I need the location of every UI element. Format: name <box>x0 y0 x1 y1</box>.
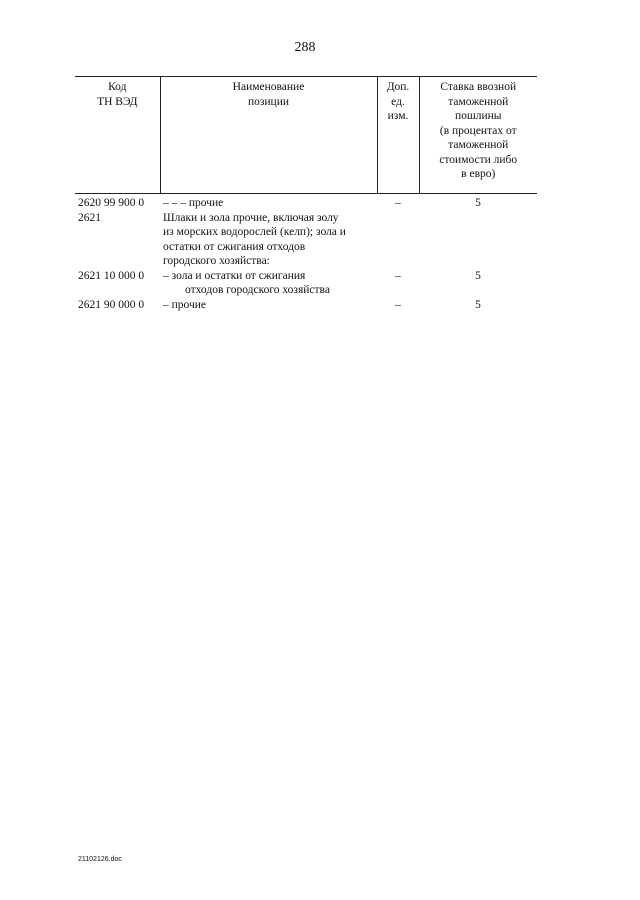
row-name <box>160 194 377 211</box>
header-rate-line: таможенной <box>448 95 509 108</box>
table-row <box>75 298 537 313</box>
row-unit: – <box>395 197 401 209</box>
row-name-line: городского хозяйства: <box>163 255 270 267</box>
row-code: 2621 <box>78 211 101 224</box>
row-name-line: Шлаки и зола прочие, включая золу <box>163 211 339 224</box>
row-name <box>160 269 377 298</box>
row-rate: 5 <box>475 197 481 209</box>
header-name <box>160 77 377 194</box>
header-rate-line: (в процентах от <box>439 124 517 137</box>
header-unit-line: Доп. <box>386 81 410 93</box>
header-code-line: Код <box>108 81 127 93</box>
row-name-line: – – – прочие <box>163 197 224 209</box>
header-unit <box>377 77 419 194</box>
row-rate <box>419 211 537 269</box>
row-name-line: отходов городского хозяйства <box>185 284 330 296</box>
row-name <box>160 211 377 269</box>
row-rate: 5 <box>475 298 481 311</box>
header-unit-line: изм. <box>387 110 409 122</box>
header-rate-line: Ставка ввозной <box>440 81 517 93</box>
table-row <box>75 211 537 269</box>
row-name-line: остатки от сжигания отходов <box>163 240 306 253</box>
table-row <box>75 194 537 211</box>
header-rate-line: пошлины <box>454 110 502 122</box>
row-name-line: – зола и остатки от сжигания <box>163 269 306 282</box>
row-unit <box>377 211 419 269</box>
header-code-line: ТН ВЭД <box>97 95 138 108</box>
tariff-table <box>75 76 537 312</box>
header-code <box>75 77 160 194</box>
page-number: 288 <box>294 40 316 55</box>
header-rate-line: таможенной <box>448 139 509 151</box>
table-header-row <box>75 77 537 194</box>
row-rate: 5 <box>475 269 481 282</box>
header-unit-line: ед. <box>391 95 405 108</box>
row-name-line: – прочие <box>163 298 207 311</box>
row-unit: – <box>395 269 401 282</box>
header-name-line: Наименование <box>232 81 305 93</box>
header-rate-line: в евро) <box>461 168 496 180</box>
footer-doc-name: 21102126.doc <box>78 856 122 863</box>
header-name-line: позиции <box>247 95 290 108</box>
header-rate <box>419 77 537 194</box>
row-name-line: из морских водорослей (келп); зола и <box>163 226 346 238</box>
row-code: 2621 10 000 0 <box>78 269 145 282</box>
table-row <box>75 269 537 298</box>
row-name <box>160 298 377 313</box>
row-code: 2620 99 900 0 <box>78 197 145 209</box>
row-unit: – <box>395 298 401 311</box>
row-code: 2621 90 000 0 <box>78 298 145 311</box>
header-rate-line: стоимости либо <box>439 153 518 166</box>
